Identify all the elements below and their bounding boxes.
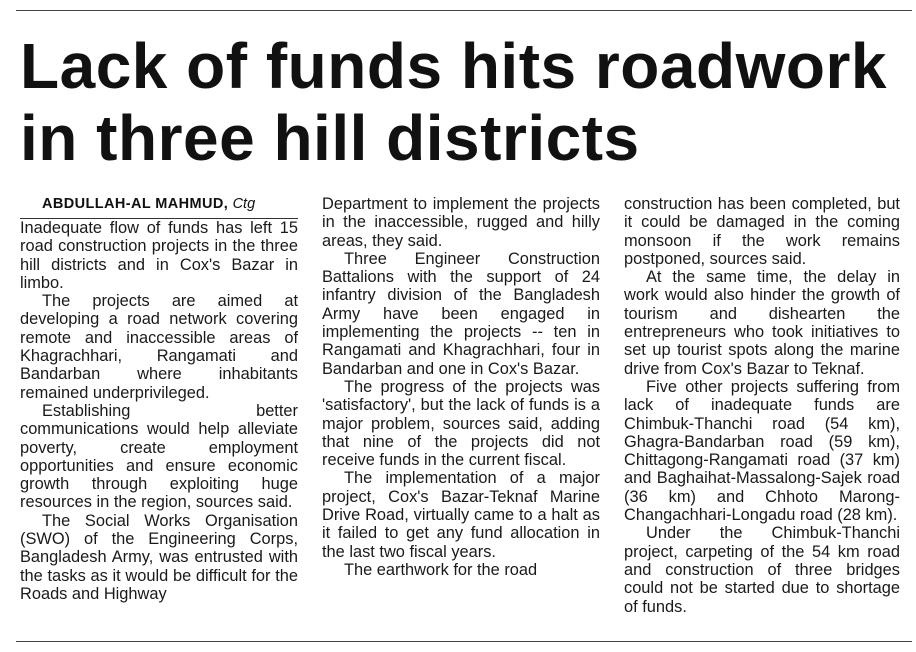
byline-author: ABDULLAH-AL MAHMUD, — [42, 196, 229, 212]
paragraph: Department to implement the projects in the inaccessible, rugged and hilly areas, they said. — [322, 195, 600, 250]
byline-place: Ctg — [232, 196, 256, 212]
paragraph: Establishing better communications would help alleviate poverty, create employment opportunities and ensure economic growth through exploiting huge resources in the region, sources said. — [20, 401, 298, 512]
paragraph: Five other projects suffering from lack of inadequate funds are Chimbuk-Thanchi road (54 km), Ghagra-Bandarban road (59 km), Chittagong-Rangamati road (37 km) and Baghaihat-Massalong-Sajek road (36 km) and Chhoto Marong-Changachhari-Longadu road (28 km). — [624, 377, 900, 525]
headline — [20, 30, 910, 174]
article-column-2 — [322, 195, 600, 579]
paragraph: At the same time, the delay in work would also hinder the growth of tourism and dishearten the entrepreneurs who took initiatives to set up tourist spots along the marine drive from Cox's Bazar to Teknaf. — [624, 268, 900, 378]
paragraph: Under the Chimbuk-Thanchi project, carpeting of the 54 km road and construction of three bridges could not be started due to shortage of funds. — [624, 524, 900, 616]
top-rule — [16, 10, 912, 11]
paragraph: The implementation of a major project, Cox's Bazar-Teknaf Marine Drive Road, virtually came to a halt as it failed to get any fund allocation in the last two fiscal years. — [322, 469, 600, 561]
headline-line-2: in three hill districts — [20, 102, 640, 174]
headline-line-1: Lack of funds hits roadwork — [20, 30, 887, 102]
byline — [20, 195, 298, 219]
paragraph: The progress of the projects was 'satisfactory', but the lack of funds is a major problem, sources said, adding that nine of the projects did not receive funds in the current fiscal. — [322, 377, 600, 470]
paragraph: Inadequate flow of funds has left 15 road construction projects in the three hill districts and in Cox's Bazar in limbo. — [20, 219, 298, 292]
article-column-1 — [20, 195, 298, 603]
bottom-rule — [16, 641, 912, 642]
paragraph: The projects are aimed at developing a road network covering remote and inaccessible areas of Khagrachhari, Rangamati and Bandarban where inhabitants remained underprivileged. — [20, 292, 298, 402]
paragraph: construction has been completed, but it could be damaged in the coming monsoon if the work remains postponed, sources said. — [624, 195, 900, 268]
paragraph: The Social Works Organisation (SWO) of the Engineering Corps, Bangladesh Army, was entrusted with the tasks as it would be difficult for the Roads and Highway — [20, 511, 298, 603]
paragraph: Three Engineer Construction Battalions with the support of 24 infantry division of the Bangladesh Army have been engaged in implementing the projects -- ten in Rangamati and Khagrachhari, four in Bandarban and one in Cox's Bazar. — [322, 249, 600, 378]
paragraph: The earthwork for the road — [344, 560, 538, 579]
article-column-3 — [624, 195, 900, 616]
